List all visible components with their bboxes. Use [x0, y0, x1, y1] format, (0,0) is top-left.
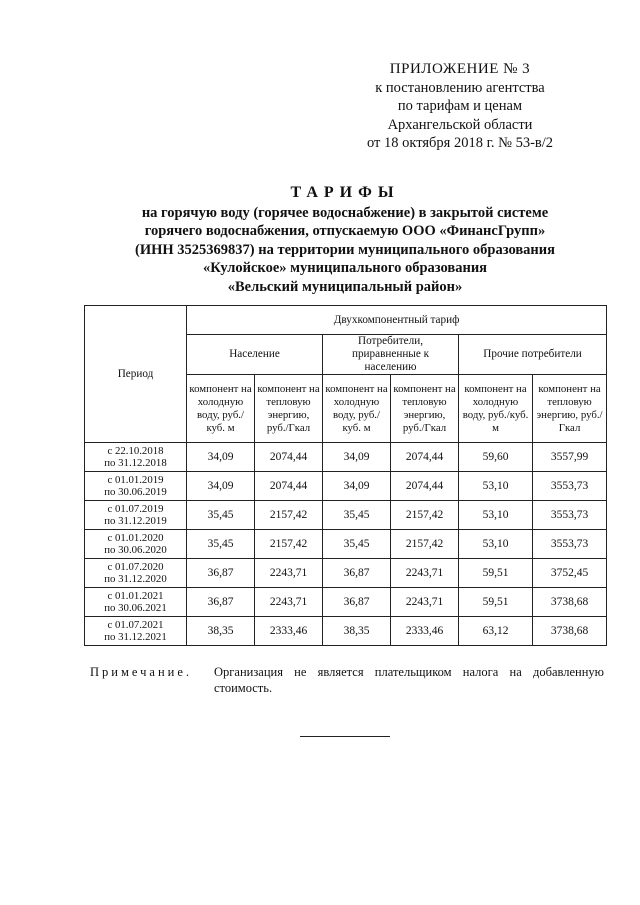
- annex-line: по тарифам и ценам: [397, 98, 523, 114]
- heading-line: (ИНН 3525369837) на территории муниципального образования: [135, 241, 555, 258]
- component-header-thermal-energy: компонент на тепловую энергию, руб./Гкал: [391, 375, 459, 443]
- period-cell: [85, 501, 187, 530]
- tariff-value-cell: 34,09: [323, 472, 391, 501]
- tariff-value-cell: 34,09: [187, 472, 255, 501]
- tariff-value-cell: 3557,99: [533, 443, 607, 472]
- document-heading: [60, 184, 630, 296]
- group-header-equated-consumers: Потребители, приравненные к населению: [323, 335, 459, 375]
- note-label: Примечание.: [90, 665, 193, 679]
- tariff-value-cell: 38,35: [323, 617, 391, 646]
- period-from: с 22.10.2018: [107, 444, 164, 457]
- period-cell: [85, 472, 187, 501]
- table-row: [85, 530, 607, 559]
- tariff-value-cell: 53,10: [459, 472, 533, 501]
- tariff-value-cell: 3553,73: [533, 472, 607, 501]
- period-from: с 01.01.2019: [107, 473, 164, 486]
- annex-title: ПРИЛОЖЕНИЕ № 3: [389, 61, 531, 77]
- table-row: [85, 588, 607, 617]
- tariff-value-cell: 2074,44: [255, 472, 323, 501]
- period-from: с 01.07.2019: [107, 502, 164, 515]
- table-row: [85, 472, 607, 501]
- tariff-value-cell: 2243,71: [255, 588, 323, 617]
- tariff-value-cell: 2243,71: [391, 588, 459, 617]
- annex-line: к постановлению агентства: [375, 79, 545, 96]
- annex-line: от 18 октября 2018 г. № 53-в/2: [366, 135, 554, 151]
- table-row: [85, 559, 607, 588]
- tariff-value-cell: 36,87: [323, 588, 391, 617]
- tariff-value-cell: 2074,44: [391, 443, 459, 472]
- period-cell: [85, 530, 187, 559]
- period-to: по 31.12.2020: [104, 573, 167, 585]
- period-to: по 31.12.2018: [104, 457, 167, 469]
- tariff-value-cell: 3553,73: [533, 501, 607, 530]
- annex-line: Архангельской области: [387, 116, 533, 133]
- tariff-value-cell: 3738,68: [533, 617, 607, 646]
- tariff-value-cell: 34,09: [323, 443, 391, 472]
- tariff-value-cell: 3738,68: [533, 588, 607, 617]
- tariff-value-cell: 2333,46: [255, 617, 323, 646]
- tariff-value-cell: 63,12: [459, 617, 533, 646]
- tariff-value-cell: 2074,44: [391, 472, 459, 501]
- heading-line: горячего водоснабжения, отпускаемую ООО «ФинансГрупп»: [144, 223, 546, 239]
- tariff-value-cell: 59,51: [459, 588, 533, 617]
- group-header-population: Население: [187, 335, 323, 375]
- tariff-value-cell: 36,87: [187, 559, 255, 588]
- tariff-value-cell: 59,51: [459, 559, 533, 588]
- table-row: [85, 617, 607, 646]
- period-to: по 31.12.2019: [104, 515, 167, 527]
- table-row: [85, 443, 607, 472]
- component-header-thermal-energy: компонент на тепловую энергию, руб./Гкал: [255, 375, 323, 443]
- heading-line: на горячую воду (горячее водоснабжение) в закрытой системе: [141, 204, 549, 221]
- tariff-value-cell: 2157,42: [255, 530, 323, 559]
- tariff-value-cell: 2157,42: [391, 501, 459, 530]
- annex-block: [330, 60, 590, 153]
- tariff-value-cell: 2243,71: [391, 559, 459, 588]
- note-text: Организация не является плательщиком налога на добавленную стоимость.: [214, 665, 604, 695]
- period-cell: [85, 559, 187, 588]
- tariff-value-cell: 38,35: [187, 617, 255, 646]
- tariff-value-cell: 53,10: [459, 530, 533, 559]
- tariff-value-cell: 3752,45: [533, 559, 607, 588]
- tariff-value-cell: 35,45: [187, 530, 255, 559]
- tariff-value-cell: 2243,71: [255, 559, 323, 588]
- tariff-value-cell: 35,45: [323, 501, 391, 530]
- tariff-value-cell: 36,87: [187, 588, 255, 617]
- heading-line: «Вельский муниципальный район»: [227, 278, 463, 295]
- component-header-thermal-energy: компонент на тепловую энергию, руб./Гкал: [533, 375, 607, 443]
- period-cell: [85, 443, 187, 472]
- document-title: ТАРИФЫ: [290, 184, 400, 201]
- tariff-value-cell: 53,10: [459, 501, 533, 530]
- period-from: с 01.07.2020: [107, 560, 164, 573]
- period-to: по 30.06.2019: [104, 486, 167, 498]
- tariff-table: [84, 305, 607, 646]
- tariff-value-cell: 2157,42: [391, 530, 459, 559]
- heading-line: «Кулойское» муниципального образования: [202, 260, 488, 276]
- period-header: Период: [85, 306, 187, 443]
- component-header-cold-water: компонент на холодную воду, руб./куб. м: [459, 375, 533, 443]
- period-to: по 30.06.2021: [104, 602, 167, 614]
- component-header-cold-water: компонент на холодную воду, руб./куб. м: [187, 375, 255, 443]
- group-header-other-consumers: Прочие потребители: [459, 335, 607, 375]
- period-to: по 31.12.2021: [104, 631, 167, 643]
- tariff-type-header: Двухкомпонентный тариф: [187, 306, 607, 335]
- tariff-value-cell: 3553,73: [533, 530, 607, 559]
- tariff-value-cell: 35,45: [323, 530, 391, 559]
- period-from: с 01.01.2020: [107, 531, 164, 544]
- tariff-value-cell: 2157,42: [255, 501, 323, 530]
- tariff-value-cell: 2333,46: [391, 617, 459, 646]
- separator-line: [300, 736, 390, 737]
- period-from: с 01.01.2021: [107, 589, 164, 602]
- tariff-value-cell: 36,87: [323, 559, 391, 588]
- tariff-value-cell: 59,60: [459, 443, 533, 472]
- tariff-value-cell: 2074,44: [255, 443, 323, 472]
- tariff-value-cell: 35,45: [187, 501, 255, 530]
- period-cell: [85, 617, 187, 646]
- period-cell: [85, 588, 187, 617]
- table-row: [85, 501, 607, 530]
- period-to: по 30.06.2020: [104, 544, 167, 556]
- tariff-value-cell: 34,09: [187, 443, 255, 472]
- period-from: с 01.07.2021: [107, 618, 164, 631]
- component-header-cold-water: компонент на холодную воду, руб./куб. м: [323, 375, 391, 443]
